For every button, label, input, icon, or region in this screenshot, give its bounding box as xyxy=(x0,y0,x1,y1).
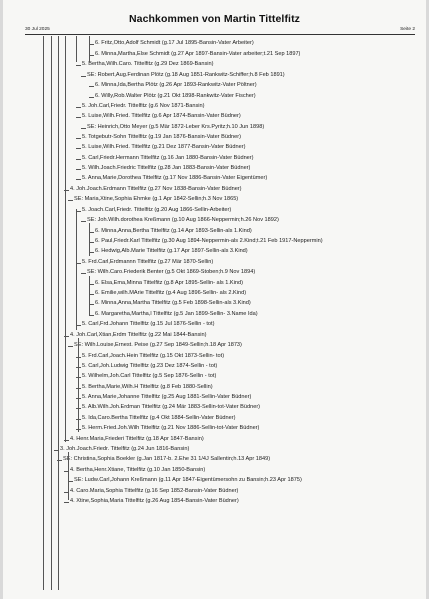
spouse-entry: SE: Ludw.Carl,Johann Kreßmann (g.11 Apr 1847-Eigentümersohn zu Bansin;h.23 Apr 1875) xyxy=(74,477,302,483)
tree-connector xyxy=(81,128,86,129)
spouse-entry: SE: Wilh.Caro.Friederik Benter (g.5 Okt 1869-Stoben;h.9 Nov 1894) xyxy=(87,269,256,275)
descendant-entry: 6. Hedwig,Alb.Marie Tittelfitz (g.17 Apr 1897-Sellin-als 3.Kind) xyxy=(95,248,248,254)
tree-branch-line xyxy=(76,209,77,330)
tree-branch-line xyxy=(65,36,66,442)
tree-branch-line xyxy=(43,36,44,590)
spouse-entry: SE: Robert,Aug.Ferdinan Plötz (g.18 Aug 1851-Rankwitz-Schiffer;h.8 Feb 1891) xyxy=(87,72,285,78)
descendant-entry: 5. Anna,Marie,Dorothea Tittelfitz (g.17 Nov 1886-Bansin-Vater Eigentümer) xyxy=(82,175,268,181)
descendant-entry: 4. Caro.Maria,Sophia Tittelfitz (g.16 Sep 1852-Bansin-Vater Büdner) xyxy=(70,488,239,494)
tree-connector xyxy=(76,159,81,160)
tree-branch-line xyxy=(76,36,77,62)
tree-connector xyxy=(68,346,73,347)
descendant-entry: 6. Minna,Martha,Else Schmidt (g.27 Apr 1897-Bansin-Vater arbeiter;t.21 Sep 1897) xyxy=(95,51,301,57)
print-date: 30 Jul 2025 xyxy=(25,27,50,32)
spouse-entry: SE: Joh.Wilh.dorothea Kreßmann (g.10 Aug 1866-Neppermin;h.26 Nov 1892) xyxy=(87,217,279,223)
tree-branch-line xyxy=(51,36,52,590)
tree-connector xyxy=(81,76,86,77)
spouse-entry: SE: Christina,Sophia Boekler (g.Jan 1817-b. 2.Ehe 31 1/4J Sallentin;h.13 Apr 1849) xyxy=(63,456,271,462)
tree-branch-line xyxy=(89,223,90,256)
descendant-entry: 5. Carl,Frd.Johann Tittelfitz (g.15 Jul 1876-Sellin - tot) xyxy=(82,321,215,327)
descendant-entry: 5. Wilh.Joach.Friedric Tittelfitz (g.28 Jan 1883-Bansin-Vater Büdner) xyxy=(82,165,251,171)
descendant-entry: 5. Herm.Fried.Joh.Wilh Tittelfitz (g.21 Nov 1886-Sellin-tot-Vater Büdner) xyxy=(82,425,260,431)
descendant-entry: 6. Minna,Anna,Bertha Tittelfitz (g.14 Apr 1893-Sellin-als 1.Kind) xyxy=(95,228,252,234)
descendant-entry: 4. Joh.Carl,Xtian,Erdm Tittelfitz (g.22 Mai 1844-Bansin) xyxy=(70,332,207,338)
descendant-entry: 6. Minna,Anna,Martha Tittelfitz (g.5 Feb 1898-Sellin-als 3.Kind) xyxy=(95,300,251,306)
descendant-entry: 5. Carl,Joh.Ludwig Tittelfitz (g.23 Dez 1874-Sellin - tot) xyxy=(82,363,218,369)
descendant-entry: 6. Paul,Friedr.Karl Tittelfitz (g.30 Aug 1894-Neppermin-als 2.Kind;t.21 Feb 1917-Neppermin) xyxy=(95,238,323,244)
tree-connector xyxy=(89,315,94,316)
descendant-entry: 5. Luise,Wilh.Fried. Tittelfitz (g.21 Dez 1877-Bansin-Vater Büdner) xyxy=(82,144,246,150)
descendant-entry: 5. Frd.Carl,Joach.Hein Tittelfitz (g.15 Okt 1873-Sellin- tot) xyxy=(82,353,225,359)
descendant-entry: 5. Anna,Marie,Johanne Tittelfitz (g.25 Aug 1881-Sellin-Vater Büdner) xyxy=(82,394,252,400)
spouse-entry: SE: Wilh.Louise,Ernest. Peise (g.27 Sep 1849-Sellin;h.18 Apr 1873) xyxy=(74,342,242,348)
descendant-entry: 5. Frd.Carl,Erdmannn Tittelfitz (g.27 Mär 1870-Sellin) xyxy=(82,259,214,265)
descendant-entry: 6. Fritz,Otto,Adolf Schmidt (g.17 Jul 1895-Bansin-Vater Arbeiter) xyxy=(95,40,254,46)
tree-branch-line xyxy=(58,36,59,590)
tree-connector xyxy=(89,86,94,87)
descendant-entry: 6. Willy,Rob.Walter Plötz (g.21 Okt 1898-Rankwitz-Vater Fischer) xyxy=(95,93,256,99)
spouse-entry: SE: Maria,Xtine,Sophia Ehmke (g.1 Apr 1842-Sellin;h.3 Nov 1865) xyxy=(74,196,239,202)
tree-connector xyxy=(81,221,86,222)
tree-connector xyxy=(76,169,81,170)
descendant-entry: 5. Ida,Caro.Bertha Tittelfitz (g.4 Okt 1884-Sellin-Vater Büdner) xyxy=(82,415,236,421)
tree-branch-line xyxy=(68,452,69,500)
tree-connector xyxy=(76,138,81,139)
tree-connector xyxy=(89,97,94,98)
tree-connector xyxy=(76,148,81,149)
descendant-entry: 6. Emilie,wilh.MArie Tittelfitz (g.4 Aug 1896-Sellin- als 2.Kind) xyxy=(95,290,247,296)
descendant-entry: 6. Margaretha,Martha,l Tittelfitz (g.5 Jan 1899-Sellin- 3.Name Ida) xyxy=(95,311,258,317)
tree-branch-line xyxy=(89,36,90,62)
descendant-entry: 5. Luise,Wilh.Fried. Tittelfitz (g.6 Apr 1874-Bansin-Vater Büdner) xyxy=(82,113,241,119)
descendant-entry: 4. Xtine,Sophia,Maria Tittelfitz (g.26 Aug 1854-Bansin-Vater Büdner) xyxy=(70,498,239,504)
page-title: Nachkommen von Martin Tittelfitz xyxy=(128,13,301,25)
descendant-entry: 6. Elsa,Ema,Minna Tittelfitz (g.8 Apr 1895-Sellin- als 1.Kind) xyxy=(95,280,243,286)
descendant-entry: 5. Bertha,Marie,Wilh.H Tittelfitz (g.8 Feb 1880-Sellin) xyxy=(82,384,213,390)
descendant-entry: 5. Carl,Friedr.Hermann Tittelfitz (g.16 Jan 1880-Bansin-Vater Büdner) xyxy=(82,155,254,161)
header-rule xyxy=(25,34,415,35)
descendant-entry: 5. Wilhelm,Joh.Carl Tittelfitz (g.5 Sep 1876-Sellin - tot) xyxy=(82,373,217,379)
descendant-entry: 4. Henr.Maria,Friederi Tittelfitz (g.18 Apr 1847-Bansin) xyxy=(70,436,204,442)
tree-connector xyxy=(81,273,86,274)
tree-connector xyxy=(64,502,69,503)
tree-connector xyxy=(76,107,81,108)
descendant-entry: 5. Joh.Carl,Friedr. Tittelfitz (g.6 Nov 1871-Bansin) xyxy=(82,103,205,109)
descendant-entry: 5. Alb.Wilh.Joh.Erdman Tittelfitz (g.24 Mär 1883-Sellin-tot-Vater Büdner) xyxy=(82,404,261,410)
tree-branch-line xyxy=(78,338,79,432)
tree-branch-line xyxy=(89,276,90,315)
spouse-entry: SE: Heinrich,Otto Meyer (g.5 Mär 1872-Leber Krs.Pyritz;h.10 Jun 1898) xyxy=(87,124,265,130)
tree-connector xyxy=(68,200,73,201)
descendant-entry: 5. Joach.Carl,Friedr. Tittelfitz (g.20 Aug 1866-Sellin-Arbeiter) xyxy=(82,207,232,213)
descendant-entry: 3. Joh.Joach.Friedr. Tittelfitz (g.24 Jun 1816-Bansin) xyxy=(60,446,190,452)
tree-connector xyxy=(76,179,81,180)
descendant-entry: 5. Bertha,Wilh.Caro. Tittelfitz (g.29 Dez 1869-Bansin) xyxy=(82,61,214,67)
tree-connector xyxy=(76,117,81,118)
tree-connector xyxy=(76,65,81,66)
descendant-entry: 5. Totgebutr-Sohn Tittelfitz (g.19 Jan 1876-Bansin-Vater Büdner) xyxy=(82,134,241,140)
descendant-entry: 4. Joh.Joach.Erdmann Tittelfitz (g.27 Nov 1838-Bansin-Vater Büdner) xyxy=(70,186,242,192)
descendant-entry: 4. Bertha,Henr.Xtiane, Tittelfitz (g.10 Jan 1850-Bansin) xyxy=(70,467,206,473)
page-number: Seite 2 xyxy=(400,27,415,32)
descendant-entry: 6. Minna,Ida,Bertha Plötz (g.26 Apr 1893-Rankwitz-Vater Pöltner) xyxy=(95,82,257,88)
document-page xyxy=(3,0,426,599)
